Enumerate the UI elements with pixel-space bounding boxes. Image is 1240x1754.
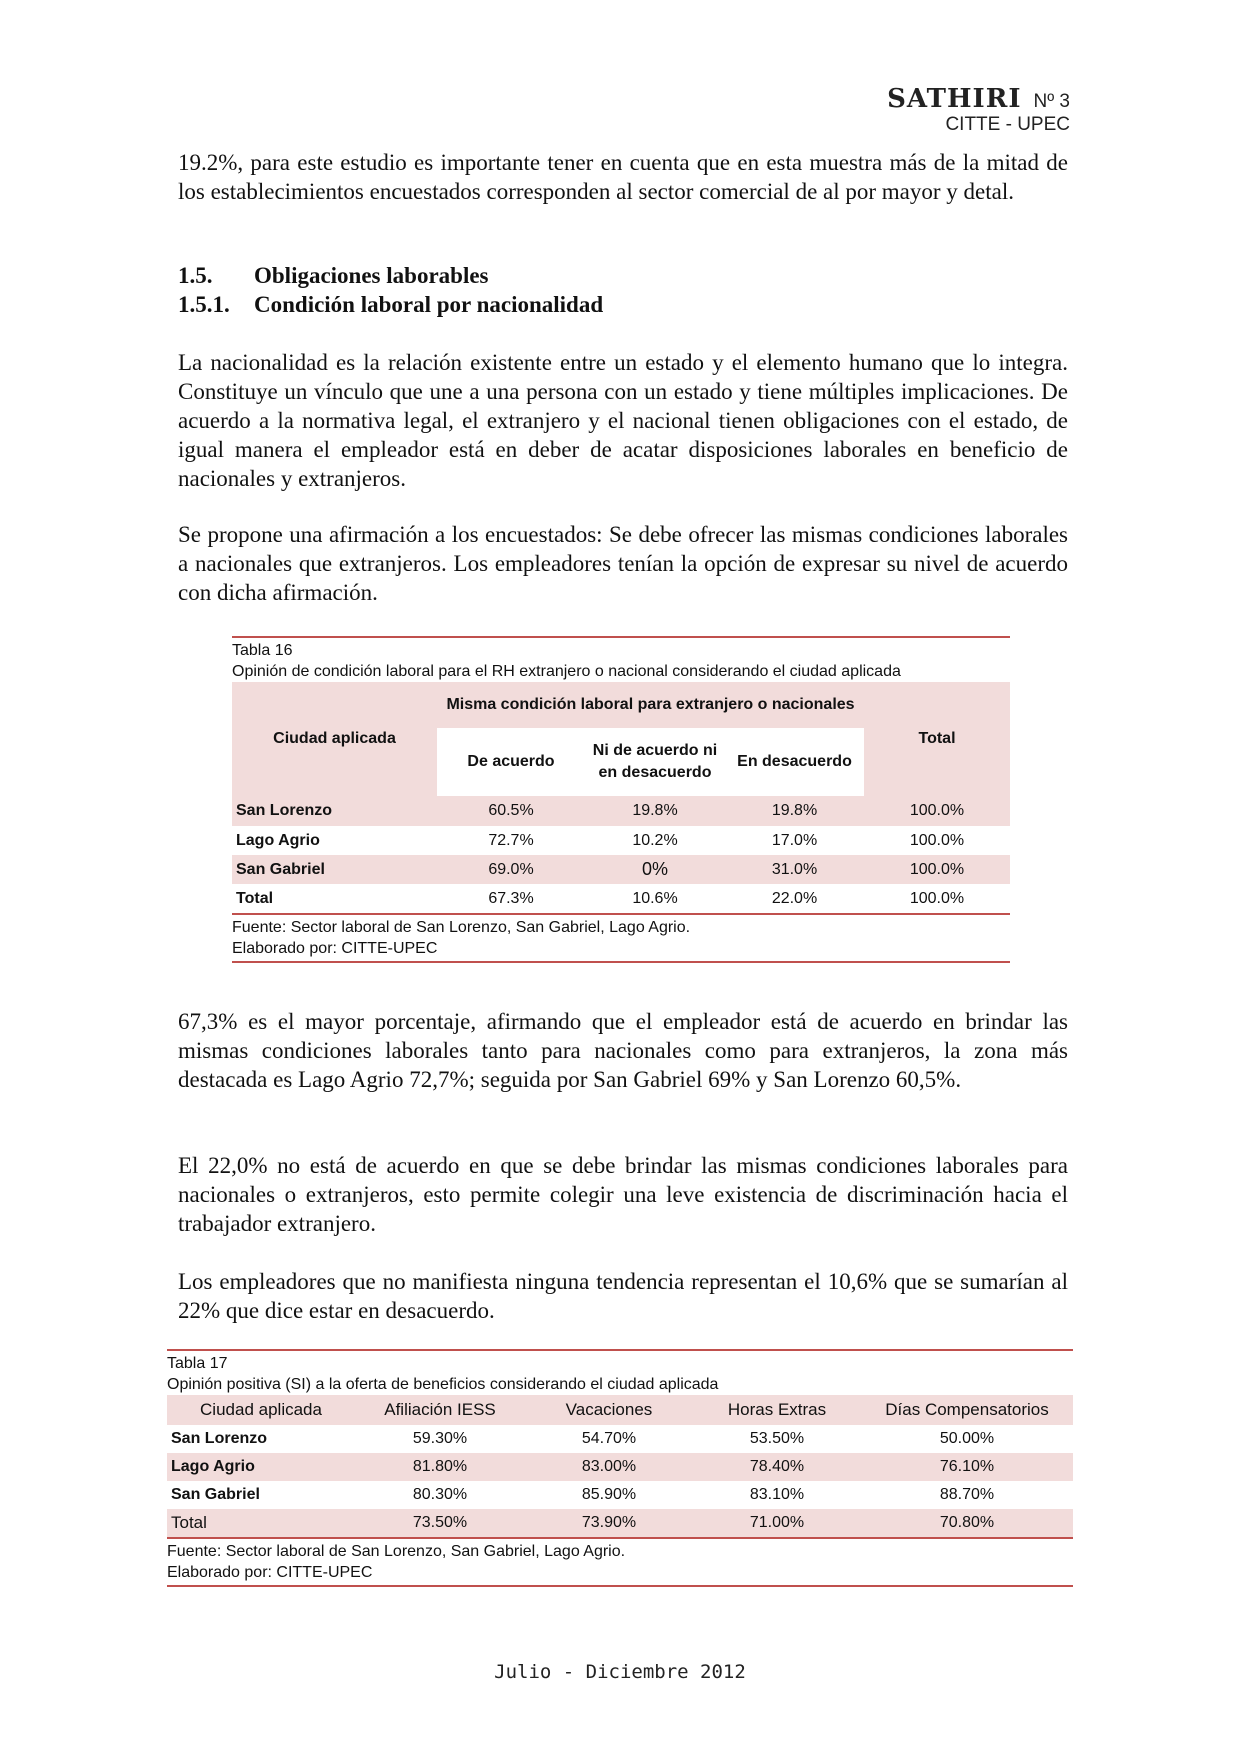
- subheader-agree: De acuerdo: [437, 728, 585, 796]
- cell-value: 67.3%: [488, 889, 534, 907]
- cell-value: 71.00%: [749, 1514, 805, 1531]
- table-label: Tabla 16: [232, 642, 293, 659]
- paragraph-5: El 22,0% no está de acuerdo en que se debe brindar las mismas condiciones laborales para nacionales o extranjeros, esto permite colegir una leve existencia de discriminación hacia el trabajador extranjero.: [178, 1153, 1068, 1236]
- cell-value: 100.0%: [909, 889, 965, 907]
- table-16: [232, 636, 1010, 963]
- header-vacaciones: Vacaciones: [565, 1400, 653, 1419]
- cell-value: 22.0%: [771, 889, 818, 907]
- subsection-heading: [178, 292, 603, 318]
- cell-value: 100.0%: [909, 831, 965, 849]
- table-label: Tabla 17: [167, 1355, 228, 1372]
- cell-value: 10.2%: [632, 831, 678, 849]
- paragraph-6: Los empleadores que no manifiesta ninguna tendencia representan el 10,6% que se sumarían al 22% que dice estar en desacuerdo.: [178, 1269, 1068, 1323]
- cell-value: 88.70%: [939, 1486, 995, 1503]
- subheader-neutral: Ni de acuerdo ni en desacuerdo: [585, 728, 725, 796]
- paragraph-3: Se propone una afirmación a los encuestados: Se debe ofrecer las mismas condiciones laborales a nacionales que extranjeros. Los empleadores tenían la opción de expresar su nivel de acuerdo con dicha afirmación.: [178, 522, 1068, 605]
- row-city: Lago Agrio: [236, 831, 320, 849]
- row-city: Total: [171, 1513, 207, 1532]
- section-heading: [178, 263, 489, 289]
- cell-value: 31.0%: [771, 860, 818, 878]
- table-source: Fuente: Sector laboral de San Lorenzo, San Gabriel, Lago Agrio.: [232, 919, 691, 936]
- page-footer: Julio - Diciembre 2012: [494, 1661, 746, 1683]
- table-top-rule: [232, 636, 1010, 638]
- header-total: Total: [918, 730, 956, 747]
- data-table: [167, 1395, 1073, 1537]
- table-author: Elaborado por: CITTE-UPEC: [167, 1564, 373, 1581]
- journal-number: Nº 3: [1033, 91, 1070, 112]
- table-row: [167, 1425, 1073, 1453]
- journal-title: [880, 84, 1070, 114]
- table-row: [167, 1453, 1073, 1481]
- row-city: San Lorenzo: [236, 802, 333, 819]
- table-row: [167, 1481, 1073, 1509]
- paragraph-2: La nacionalidad es la relación existente entre un estado y el elemento humano que lo integra. Constituye un vínculo que une a una persona con un estado y tiene múltiples implicaciones. De acuerdo a la normativa legal, el extranjero y el nacional tienen obligaciones con el estado, de igual manera el empleador está en deber de acatar disposiciones laborales en beneficio de nacionales y extranjeros.: [178, 350, 1068, 491]
- row-city: Lago Agrio: [171, 1458, 255, 1475]
- cell-value: 10.6%: [632, 889, 678, 907]
- cell-value: 80.30%: [412, 1486, 468, 1503]
- cell-value: 83.10%: [749, 1486, 805, 1503]
- cell-value: 50.00%: [939, 1430, 995, 1447]
- table-header-row: [167, 1395, 1073, 1425]
- header-city: Ciudad aplicada: [200, 1400, 322, 1419]
- header-dias-compensatorios: Días Compensatorios: [885, 1400, 1049, 1419]
- cell-value: 54.70%: [581, 1430, 637, 1447]
- cell-value: 59.30%: [412, 1430, 468, 1447]
- table-top-rule: [167, 1349, 1073, 1351]
- paragraph-1: 19.2%, para este estudio es importante tener en cuenta que en esta muestra más de la mitad de los establecimientos encuestados corresponden al sector comercial de al por mayor y detal.: [178, 150, 1068, 204]
- cell-value: 72.7%: [488, 831, 534, 849]
- cell-value: 17.0%: [771, 831, 818, 849]
- row-city: San Lorenzo: [171, 1430, 268, 1447]
- header-horas-extras: Horas Extras: [727, 1400, 827, 1419]
- table-author: Elaborado por: CITTE-UPEC: [232, 940, 438, 957]
- table-row: [232, 796, 1010, 826]
- section-number: 1.5.: [178, 263, 213, 288]
- row-city: Total: [236, 889, 274, 907]
- cell-value: 76.10%: [939, 1458, 995, 1475]
- subsection-number: 1.5.1.: [178, 292, 230, 317]
- cell-value: 78.40%: [749, 1458, 805, 1475]
- cell-value: 53.50%: [749, 1430, 805, 1447]
- journal-name: SATHIRI: [887, 84, 1022, 114]
- cell-value: 100.0%: [909, 802, 965, 819]
- table-bottom-rule: [167, 1537, 1073, 1539]
- cell-value: 100.0%: [909, 860, 965, 878]
- header-city: Ciudad aplicada: [273, 730, 396, 747]
- cell-value: 83.00%: [581, 1458, 637, 1475]
- section-title: Obligaciones laborables: [254, 263, 489, 288]
- table-row: [167, 1509, 1073, 1537]
- header-iess: Afiliación IESS: [384, 1400, 496, 1419]
- table-header-row: [232, 682, 1010, 728]
- subheader-disagree: En desacuerdo: [725, 728, 864, 796]
- table-row: [232, 884, 1010, 913]
- table-end-rule: [167, 1585, 1073, 1587]
- data-table: [232, 682, 1010, 913]
- cell-value: 69.0%: [488, 860, 534, 878]
- row-city: San Gabriel: [171, 1486, 260, 1503]
- table-bottom-rule: [232, 913, 1010, 915]
- subsection-title: Condición laboral por nacionalidad: [254, 292, 604, 317]
- table-row: [232, 855, 1010, 884]
- table-source: Fuente: Sector laboral de San Lorenzo, San Gabriel, Lago Agrio.: [167, 1543, 626, 1560]
- cell-value: 73.50%: [412, 1514, 468, 1531]
- table-17: [167, 1349, 1073, 1587]
- cell-value: 19.8%: [632, 802, 678, 819]
- paragraph-4: 67,3% es el mayor porcentaje, afirmando que el empleador está de acuerdo en brindar las mismas condiciones laborales tanto para nacionales como para extranjeros, la zona más destacada es Lago Agrio 72,7%; seguida por San Gabriel 69% y San Lorenzo 60,5%.: [178, 1009, 1068, 1092]
- table-end-rule: [232, 961, 1010, 963]
- journal-org: CITTE - UPEC: [945, 114, 1070, 135]
- cell-value: 19.8%: [771, 802, 818, 819]
- cell-value: 85.90%: [581, 1486, 637, 1503]
- header-group: Misma condición laboral para extranjero o nacionales: [446, 696, 855, 713]
- table-row: [232, 826, 1010, 855]
- cell-value: 81.80%: [412, 1458, 468, 1475]
- cell-value: 0%: [641, 859, 668, 879]
- table-title: Opinión de condición laboral para el RH extranjero o nacional considerando el ciudad aplicada: [232, 663, 901, 680]
- cell-value: 70.80%: [939, 1514, 995, 1531]
- row-city: San Gabriel: [236, 860, 325, 878]
- cell-value: 73.90%: [581, 1514, 637, 1531]
- table-title: Opinión positiva (SI) a la oferta de beneficios considerando el ciudad aplicada: [167, 1376, 719, 1393]
- cell-value: 60.5%: [488, 802, 534, 819]
